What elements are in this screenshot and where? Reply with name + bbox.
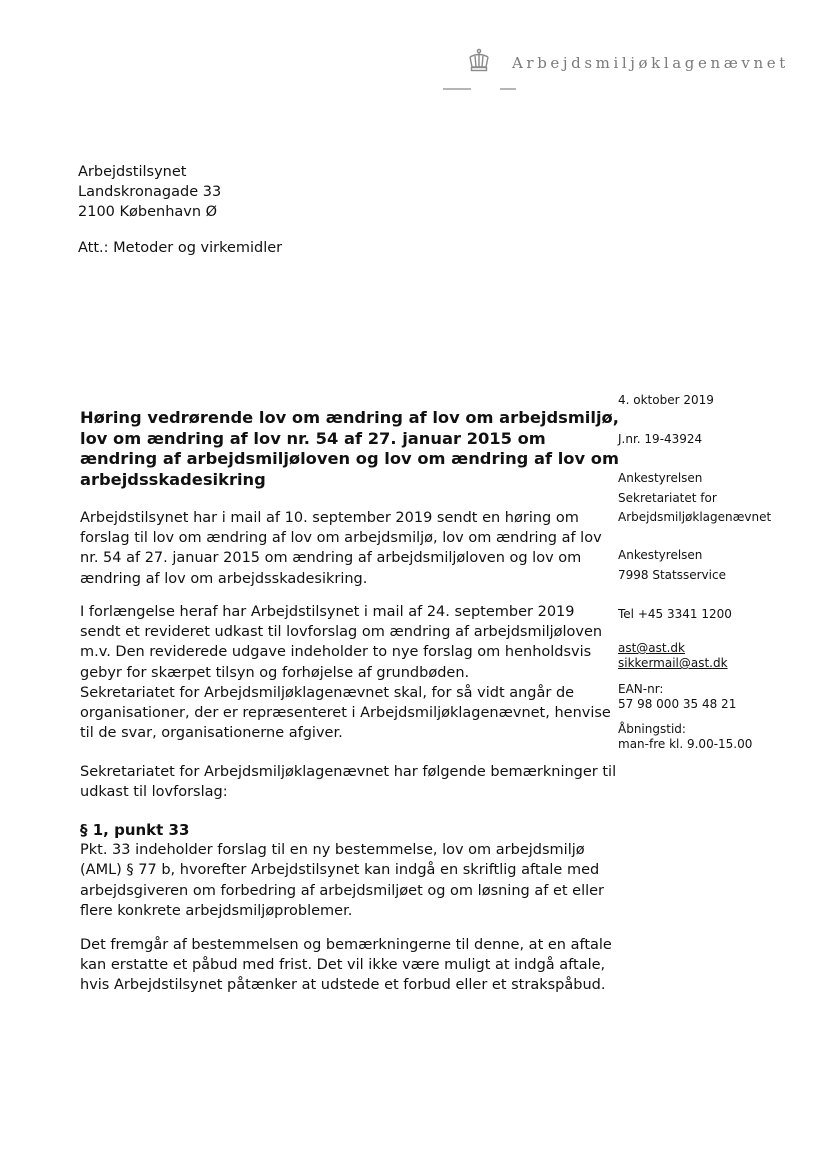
paragraph-line: (AML) § 77 b, hvorefter Arbejdstilsynet kan indgå en skriftlig aftale med xyxy=(80,862,600,879)
email-block xyxy=(618,641,728,671)
ean-block xyxy=(618,682,736,712)
paragraph-line: sendt et revideret udkast til lovforslag om ændring af arbejdsmiljøloven xyxy=(80,624,603,641)
journal-number: J.nr. 19-43924 xyxy=(618,432,703,446)
paragraph-1 xyxy=(80,508,610,589)
hours-label: Åbningstid: xyxy=(618,722,686,736)
logo-rule-right xyxy=(500,88,516,90)
paragraph-line: ændring af lov om arbejdsskadesikring. xyxy=(80,570,368,587)
hours-block xyxy=(618,722,752,752)
paragraph-line: nr. 54 af 27. januar 2015 om ændring af arbejdsmiljøloven og lov om xyxy=(80,550,582,567)
secure-email-link[interactable]: sikkermail@ast.dk xyxy=(618,656,728,670)
address-line: Ankestyrelsen xyxy=(618,548,703,562)
paragraph-line: Det fremgår af bestemmelsen og bemærkningerne til denne, at en aftale xyxy=(80,937,612,953)
paragraph-line: organisationer, der er repræsenteret i Arbejdsmiljøklagenævnet, henvise xyxy=(80,705,611,722)
paragraph-5 xyxy=(80,935,610,996)
sender-address xyxy=(618,546,726,585)
paragraph-line: I forlængelse heraf har Arbejdstilsynet i mail af 24. september 2019 xyxy=(80,604,575,620)
paragraph-line: hvis Arbejdstilsynet påtænker at udstede et forbud eller et strakspåbud. xyxy=(80,977,606,994)
paragraph-line: Pkt. 33 indeholder forslag til en ny bestemmelse, lov om arbejdsmiljø xyxy=(80,842,585,859)
paragraph-line: forslag til lov om ændring af lov om arbejdsmiljø, lov om ændring af lov xyxy=(80,530,602,547)
paragraph-line: Arbejdstilsynet har i mail af 10. september 2019 sendt en høring om xyxy=(80,510,579,526)
paragraph-line: udkast til lovforslag: xyxy=(80,784,228,801)
paragraph-line: gebyr for skærpet tilsyn og forhøjelse af grundbøden. xyxy=(80,664,470,681)
section-heading: § 1, punkt 33 xyxy=(80,821,190,839)
address-line: 7998 Statsservice xyxy=(618,567,726,582)
logo-rule-left xyxy=(443,88,471,90)
paragraph-line: til de svar, organisationerne afgiver. xyxy=(80,725,343,742)
sender-block xyxy=(618,469,771,528)
sender-line: Arbejdsmiljøklagenævnet xyxy=(618,510,772,524)
paragraph-2 xyxy=(80,602,610,743)
paragraph-3 xyxy=(80,762,617,802)
paragraph-line: flere konkrete arbejdsmiljøproblemer. xyxy=(80,902,353,919)
crown-logo-icon xyxy=(466,48,492,74)
attention-line: Att.: Metoder og virkemidler xyxy=(78,240,283,256)
letter-date: 4. oktober 2019 xyxy=(618,393,714,407)
ean-number: 57 98 000 35 48 21 xyxy=(618,697,737,711)
paragraph-line: m.v. Den reviderede udgave indeholder to nye forslag om henholdsvis xyxy=(80,644,592,661)
title-line: Høring vedrørende lov om ændring af lov om arbejdsmiljø, xyxy=(80,408,619,427)
ean-label: EAN-nr: xyxy=(618,682,664,696)
phone-number: Tel +45 3341 1200 xyxy=(618,607,732,621)
title-line: lov om ændring af lov nr. 54 af 27. januar 2015 om xyxy=(80,428,546,448)
letter-title xyxy=(80,408,619,490)
paragraph-line: Sekretariatet for Arbejdsmiljøklagenævnet har følgende bemærkninger til xyxy=(80,764,617,780)
email-link[interactable]: ast@ast.dk xyxy=(618,641,686,655)
org-name: Arbejdsmiljøklagenævnet xyxy=(512,54,789,72)
recipient-line: 2100 København Ø xyxy=(78,204,218,220)
paragraph-line: kan erstatte et påbud med frist. Det vil ikke være muligt at indgå aftale, xyxy=(80,957,606,974)
title-line: ændring af arbejdsmiljøloven og lov om ændring af lov om xyxy=(80,449,619,468)
sender-line: Ankestyrelsen xyxy=(618,471,703,485)
hours-value: man-fre kl. 9.00-15.00 xyxy=(618,737,753,751)
paragraph-line: Sekretariatet for Arbejdsmiljøklagenævnet skal, for så vidt angår de xyxy=(80,684,575,701)
paragraph-line: arbejdsgiveren om forbedring af arbejdsmiljøet og om løsning af et eller xyxy=(80,882,605,899)
recipient-line: Landskronagade 33 xyxy=(78,184,222,200)
recipient-address xyxy=(78,162,221,222)
title-line: arbejdsskadesikring xyxy=(80,469,266,489)
section-1-33 xyxy=(80,820,610,921)
recipient-line: Arbejdstilsynet xyxy=(78,164,187,180)
sender-line: Sekretariatet for xyxy=(618,490,717,505)
